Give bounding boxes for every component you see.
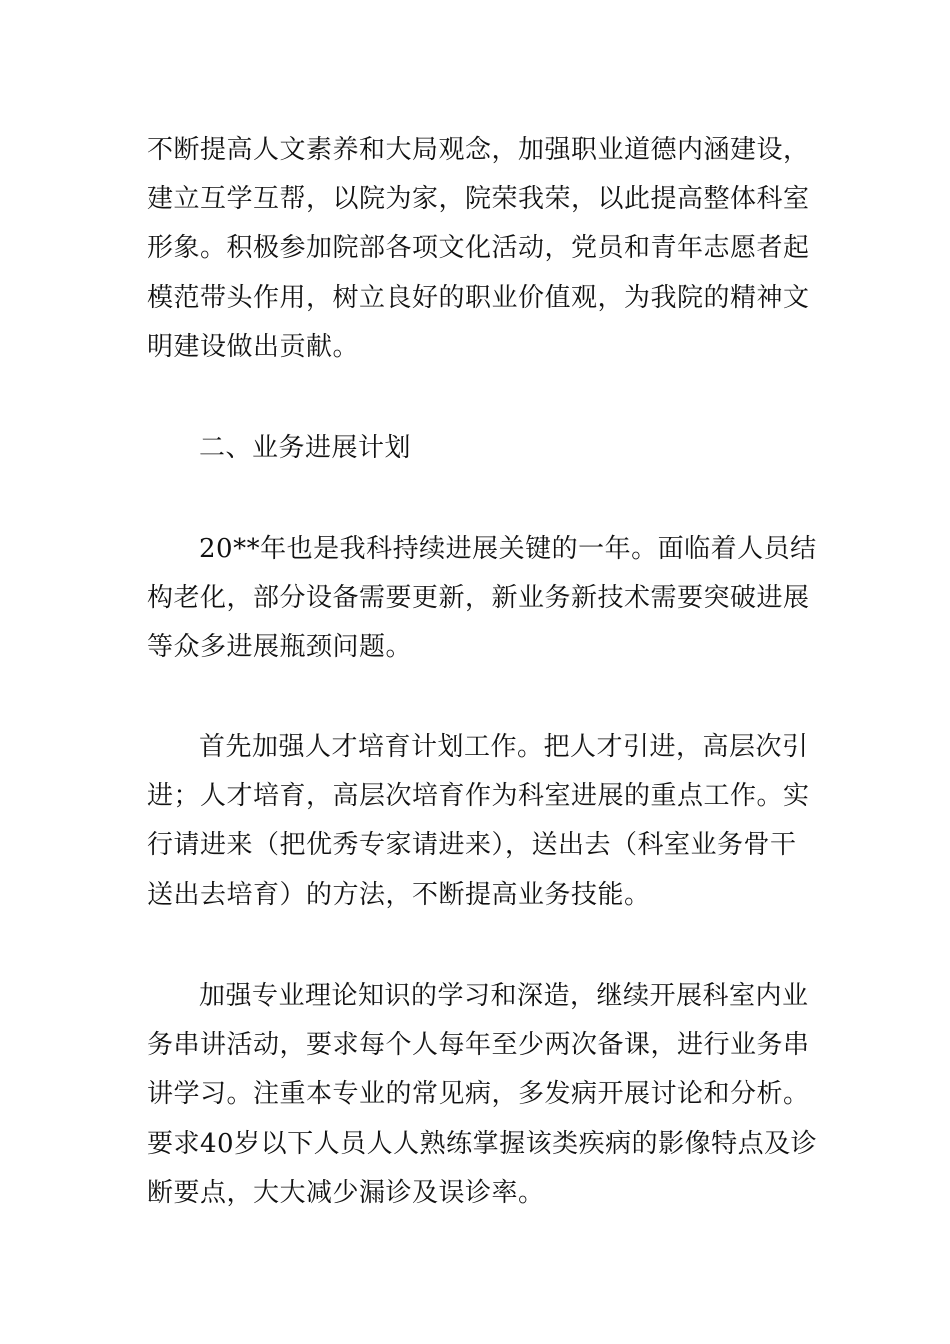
section-heading: 二、业务进展计划 <box>199 433 412 463</box>
paragraph-1-line-1: 不断提高人文素养和大局观念，加强职业道德内涵建设， <box>147 135 810 165</box>
paragraph-1-line-2: 建立互学互帮，以院为家，院荣我荣，以此提高整体科室 <box>147 184 810 214</box>
paragraph-1-line-3: 形象。积极参加院部各项文化活动，党员和青年志愿者起 <box>147 233 810 263</box>
paragraph-4-line-4: 要求40岁以下人员人人熟练掌握该类疾病的影像特点及诊 <box>147 1129 818 1159</box>
paragraph-4-line-3: 讲学习。注重本专业的常见病，多发病开展讨论和分析。 <box>147 1079 810 1109</box>
paragraph-4-line-1: 加强专业理论知识的学习和深造，继续开展科室内业 <box>199 981 809 1011</box>
paragraph-3-line-2: 进；人才培育，高层次培育作为科室进展的重点工作。实 <box>147 781 810 811</box>
paragraph-1-line-4: 模范带头作用，树立良好的职业价值观，为我院的精神文 <box>147 283 810 313</box>
paragraph-3-line-1: 首先加强人才培育计划工作。把人才引进，高层次引 <box>199 732 809 762</box>
paragraph-3-line-3: 行请进来（把优秀专家请进来），送出去（科室业务骨干 <box>147 830 797 860</box>
paragraph-4-line-5: 断要点，大大减少漏诊及误诊率。 <box>147 1178 545 1208</box>
paragraph-2-line-1: 20**年也是我科持续进展关键的一年。面临着人员结 <box>199 534 817 564</box>
paragraph-1-line-5: 明建设做出贡献。 <box>147 332 360 362</box>
paragraph-2-line-2: 构老化，部分设备需要更新，新业务新技术需要突破进展 <box>147 583 810 613</box>
paragraph-2-line-3: 等众多进展瓶颈问题。 <box>147 632 413 662</box>
paragraph-3-line-4: 送出去培育）的方法，不断提高业务技能。 <box>147 880 651 910</box>
paragraph-4-line-2: 务串讲活动，要求每个人每年至少两次备课，进行业务串 <box>147 1030 810 1060</box>
